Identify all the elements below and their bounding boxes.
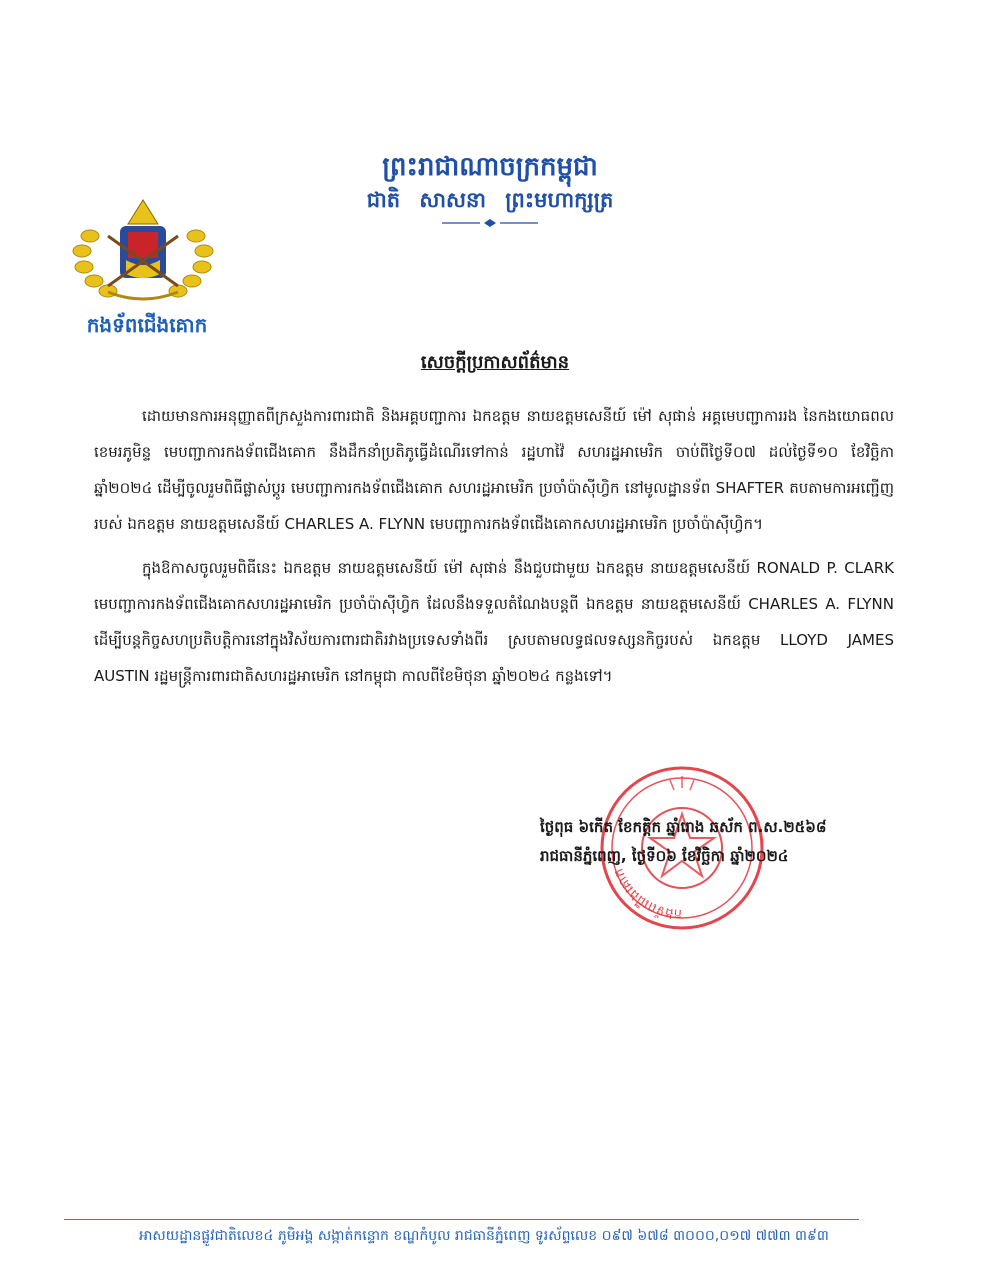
letterhead bbox=[280, 150, 700, 228]
paragraph: ដោយមានការអនុញ្ញាតពីក្រសួងការពារជាតិ និងអគ្គបញ្ជាការ ឯកឧត្តម នាយឧត្តមសេនីយ៍ ម៉ៅ សុផាន់ អគ្គមេបញ្ជាការរង នៃកងយោធពលខេមរភូមិន្ទ មេបញ្ជាការកងទ័ពជើងគោក នឹងដឹកនាំប្រតិភូធ្វើដំណើរទៅកាន់ រដ្ឋហាវ៉ៃ សហរដ្ឋអាមេរិក ចាប់ពីថ្ងៃទី០៧ ដល់ថ្ងៃទី១០ ខែវិច្ឆិកា ឆ្នាំ២០២៤ ដើម្បីចូលរួមពិធីផ្លាស់ប្តូរ មេបញ្ជាការកងទ័ពជើងគោក សហរដ្ឋអាមេរិក ប្រចាំប៉ាស៊ីហ្វិក នៅមូលដ្ឋានទ័ព SHAFTER តបតាមការអញ្ជើញរបស់ ឯកឧត្តម នាយឧត្តមសេនីយ៍ CHARLES A. FLYNN មេបញ្ជាការកងទ័ពជើងគោកសហរដ្ឋអាមេរិក ប្រចាំប៉ាស៊ីហ្វិក។ bbox=[94, 407, 894, 533]
svg-text:កងទ័ពជើងគោក bbox=[612, 866, 683, 921]
seal-text: កងទ័ពជើងគោក bbox=[611, 865, 683, 922]
kingdom-title: ព្រះរាជាណាចក្រកម្ពុជា bbox=[382, 152, 598, 182]
solar-date: រាជធានីភ្នំពេញ, ថ្ងៃទី០៦ ខែវិច្ឆិកា ឆ្នាំ២០២៤ bbox=[540, 847, 789, 865]
paragraph: ក្នុងឱកាសចូលរួមពិធីនេះ ឯកឧត្តម នាយឧត្តមសេនីយ៍ ម៉ៅ សុផាន់ នឹងជួបជាមួយ ឯកឧត្តម នាយឧត្តមសេនីយ៍ RONALD P. CLARK មេបញ្ជាការកងទ័ពជើងគោកសហរដ្ឋអាមេរិក ប្រចាំប៉ាស៊ីហ្វិក ដែលនឹងទទួលតំណែងបន្តពី ឯកឧត្តម នាយឧត្តមសេនីយ៍ CHARLES A. FLYNN ដើម្បីបន្តកិច្ចសហប្រតិបត្តិការនៅក្នុងវិស័យការពារជាតិរវាងប្រទេសទាំងពីរ ស្របតាមលទ្ធផលទស្សនកិច្ចរបស់ ឯកឧត្តម LLOYD JAMES AUSTIN រដ្ឋមន្ត្រីការពារជាតិសហរដ្ឋអាមេរិក នៅកម្ពុជា កាលពីខែមិថុនា ឆ្នាំ២០២៤ កន្លងទៅ។ bbox=[94, 559, 894, 685]
document-title: សេចក្តីប្រកាសព័ត៌មាន bbox=[420, 352, 570, 373]
ornament-divider-icon bbox=[440, 218, 540, 228]
document-body bbox=[94, 398, 894, 694]
footer-divider bbox=[64, 1219, 859, 1220]
army-emblem-icon bbox=[68, 196, 218, 306]
army-unit-name: កងទ័ពជើងគោក bbox=[86, 313, 208, 337]
footer-address: អាសយដ្ឋានផ្លូវជាតិលេខ៤ ភូមិអង្គ សង្កាត់កន្ទោក ខណ្ឌកំបូល រាជធានីភ្នំពេញ ទូរស័ព្ទលេខ ០៩៧ ៦៧៨ ៣០០០,០១៧ ៧៧៣ ៣៩៣ bbox=[139, 1228, 829, 1244]
lunar-date: ថ្ងៃពុធ ៦កើត ខែកត្តិក ឆ្នាំរោង ឆស័ក ព.ស.២៥៦៨ bbox=[540, 818, 827, 836]
national-motto: ជាតិ សាសនា ព្រះមហាក្សត្រ bbox=[366, 188, 614, 212]
